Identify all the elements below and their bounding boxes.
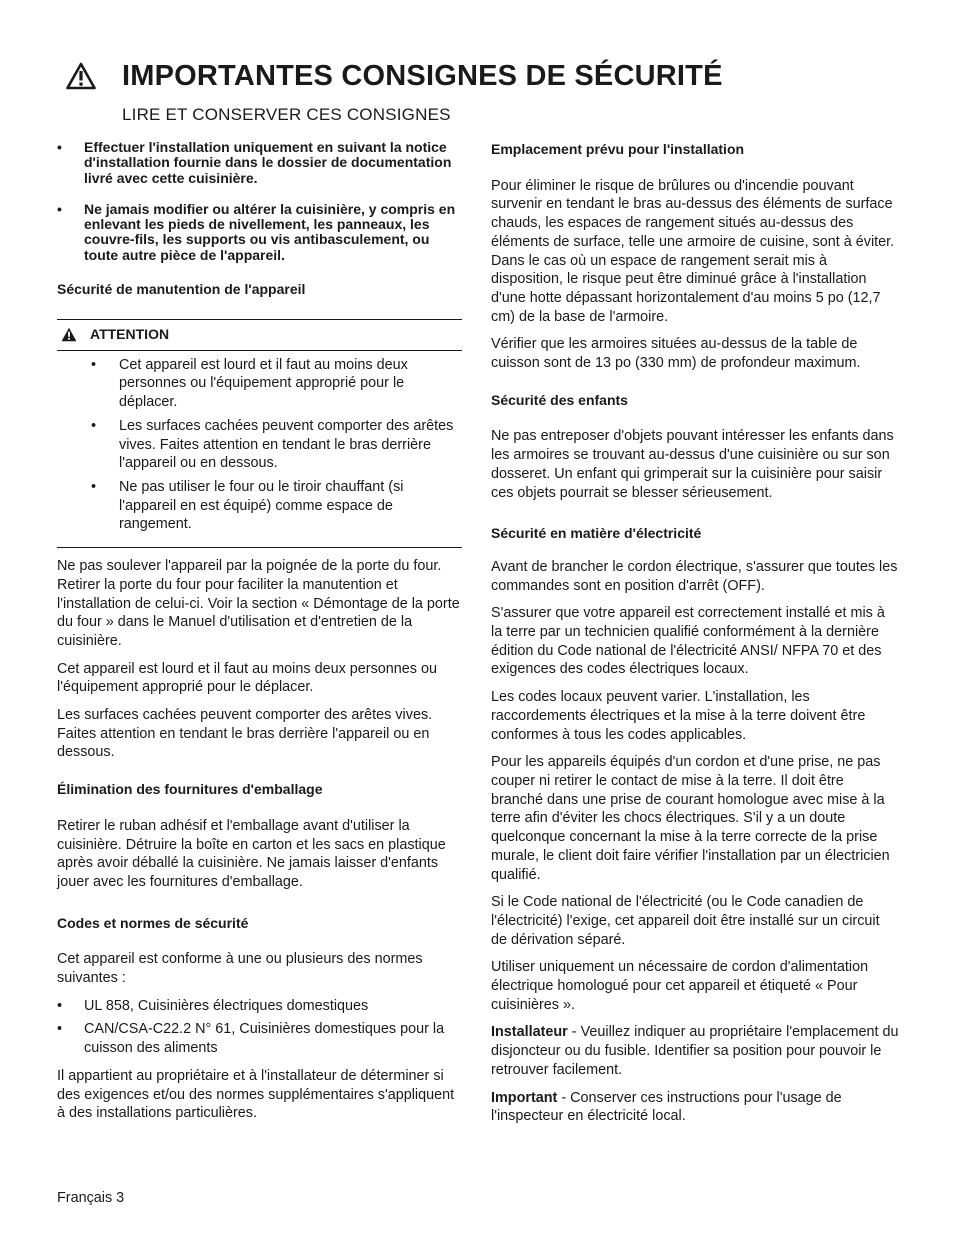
list-item: • UL 858, Cuisinières électriques domestiques <box>57 997 369 1014</box>
warning-triangle-icon <box>66 62 96 90</box>
section-heading-packaging: Élimination des fournitures d'emballage <box>57 781 323 798</box>
paragraph: Il appartient au propriétaire et à l'installateur de déterminer si des exigences et/ou des normes supplémentaires s'appliquent à des installations particulières. <box>57 1067 455 1122</box>
attention-label: ATTENTION <box>90 326 170 343</box>
bold-bullet-list <box>57 140 462 263</box>
attention-header <box>57 320 462 351</box>
attention-list <box>57 351 462 534</box>
paragraph: Si le Code national de l'électricité (ou le Code canadien de l'électricité) l'exige, cet appareil doit être installé sur un circuit de dérivation séparé. <box>491 894 880 948</box>
section-heading-codes: Codes et normes de sécurité <box>57 914 249 931</box>
paragraph: Pour éliminer le risque de brûlures ou d'incendie pouvant survenir en tendant le bras au-dessus des éléments de surface chauds, les espaces de rangement situés au-dessus des éléments de surface, telle une armoire de cuisine, sont à éviter. Dans le cas où un espace de rangement serait mis à disposition, le risque peut être diminué grâce à l'installation d'une hotte dépassant horizontalement d'au moins 5 po (12,7 cm) de la base de l'armoire. <box>491 177 895 325</box>
paragraph: Vérifier que les armoires situées au-dessus de la table de cuisson sont de 13 po (330 mm) de profondeur maximum. <box>491 336 861 372</box>
paragraph: Ne pas entreposer d'objets pouvant intéresser les enfants dans les armoires se trouvant au-dessus d'une cuisinière ou sur son dosseret. Un enfant qui grimperait sur la cuisinière pour saisir ces objets pourrait se blesser sérieusement. <box>491 428 894 501</box>
paragraph: Ne pas soulever l'appareil par la poignée de la porte du four. Retirer la porte du four pour faciliter la manutention et l'installation de celui-ci. Voir la section « Démontage de la porte du four » dans le Manuel d'utilisation et d'entretien de la cuisinière. <box>57 558 460 649</box>
section-heading-children: Sécurité des enfants <box>491 391 628 408</box>
section-heading-electric: Sécurité en matière d'électricité <box>491 525 702 542</box>
paragraph: S'assurer que votre appareil est correctement installé et mis à la terre par un technicien qualifié conformément à la dernière édition du Code national de l'électricité ANSI/ NFPA 70 et des exigences des codes électriques locaux. <box>491 605 885 678</box>
list-item: • Ne jamais modifier ou altérer la cuisinière, y compris en enlevant les pieds de nivellement, les panneaux, les couvre-fils, les supports ou vis antibasculement, ou toute autre pièce de l'appareil. <box>57 200 456 263</box>
paragraph: Pour les appareils équipés d'un cordon et d'une prise, ne pas couper ni retirer le contact de mise à la terre. Il doit être branché dans une prise de courant homologue avec mise à la terre afin d'éviter les chocs électriques. S'il y a un doute quelconque concernant la mise à la terre correcte de la prise murale, le client doit faire vérifier l'installation par un électricien qualifié. <box>491 754 890 883</box>
bullet: • <box>57 139 62 155</box>
paragraph: Les codes locaux peuvent varier. L'installation, les raccordements électriques et la mise à la terre doivent être conformes à tous les codes applicables. <box>491 689 866 743</box>
installer-label: Installateur <box>491 1024 568 1041</box>
left-column <box>57 140 462 1123</box>
attention-box <box>57 319 462 548</box>
bullet: • <box>57 997 63 1014</box>
page-header <box>66 56 723 96</box>
page-title: IMPORTANTES CONSIGNES DE SÉCURITÉ <box>122 60 723 92</box>
bullet: • <box>91 479 97 495</box>
codes-list <box>57 997 462 1058</box>
paragraph: Avant de brancher le cordon électrique, s'assurer que toutes les commandes sont en position d'arrêt (OFF). <box>491 558 898 594</box>
list-item: • Les surfaces cachées peuvent comporter des arêtes vives. Faites attention en tendant le bras derrière l'appareil ou en dessous. <box>91 417 454 472</box>
section-heading-location: Emplacement prévu pour l'installation <box>491 141 745 157</box>
list-item: • Effectuer l'installation uniquement en suivant la notice d'installation fournie dans le dossier de documentation livré avec cette cuisinière. <box>57 139 452 186</box>
paragraph: Cet appareil est lourd et il faut au moins deux personnes ou l'équipement approprié pour le déplacer. <box>57 660 437 696</box>
section-heading-handling: Sécurité de manutention de l'appareil <box>57 281 306 298</box>
paragraph: Cet appareil est conforme à une ou plusieurs des normes suivantes : <box>57 951 423 987</box>
right-column <box>491 140 899 1126</box>
list-item: • CAN/CSA-C22.2 N° 61, Cuisinières domestiques pour la cuisson des aliments <box>57 1021 445 1057</box>
paragraph-important: Important - Conserver ces instructions pour l'usage de l'inspecteur en électricité local. <box>491 1089 842 1125</box>
list-item: • Cet appareil est lourd et il faut au moins deux personnes ou l'équipement approprié pour le déplacer. <box>91 356 408 411</box>
paragraph: Utiliser uniquement un nécessaire de cordon d'alimentation électrique homologué pour cet appareil et étiqueté « Pour cuisinières ». <box>491 959 869 1013</box>
page-footer: Français 3 <box>57 1190 125 1206</box>
bullet: • <box>91 356 97 373</box>
page-subtitle: LIRE ET CONSERVER CES CONSIGNES <box>122 105 451 124</box>
important-label: Important <box>491 1089 558 1106</box>
bullet: • <box>57 1021 63 1038</box>
paragraph: Les surfaces cachées peuvent comporter des arêtes vives. Faites attention en tendant le bras derrière l'appareil ou en dessous. <box>57 707 433 761</box>
bullet: • <box>57 200 62 217</box>
bullet: • <box>91 417 97 434</box>
paragraph: Retirer le ruban adhésif et l'emballage avant d'utiliser la cuisinière. Détruire la boîte en carton et les sacs en plastique après avoir déballé la cuisinière. Ne jamais laisser d'enfants jouer avec les fournitures d'emballage. <box>57 817 446 890</box>
paragraph-installer: Installateur - Veuillez indiquer au propriétaire l'emplacement du disjoncteur ou du fusible. Identifier sa position pour pouvoir le retrouver facilement. <box>491 1024 899 1078</box>
list-item: • Ne pas utiliser le four ou le tiroir chauffant (si l'appareil en est équipé) comme espace de rangement. <box>91 479 404 533</box>
warning-triangle-icon <box>61 327 77 342</box>
